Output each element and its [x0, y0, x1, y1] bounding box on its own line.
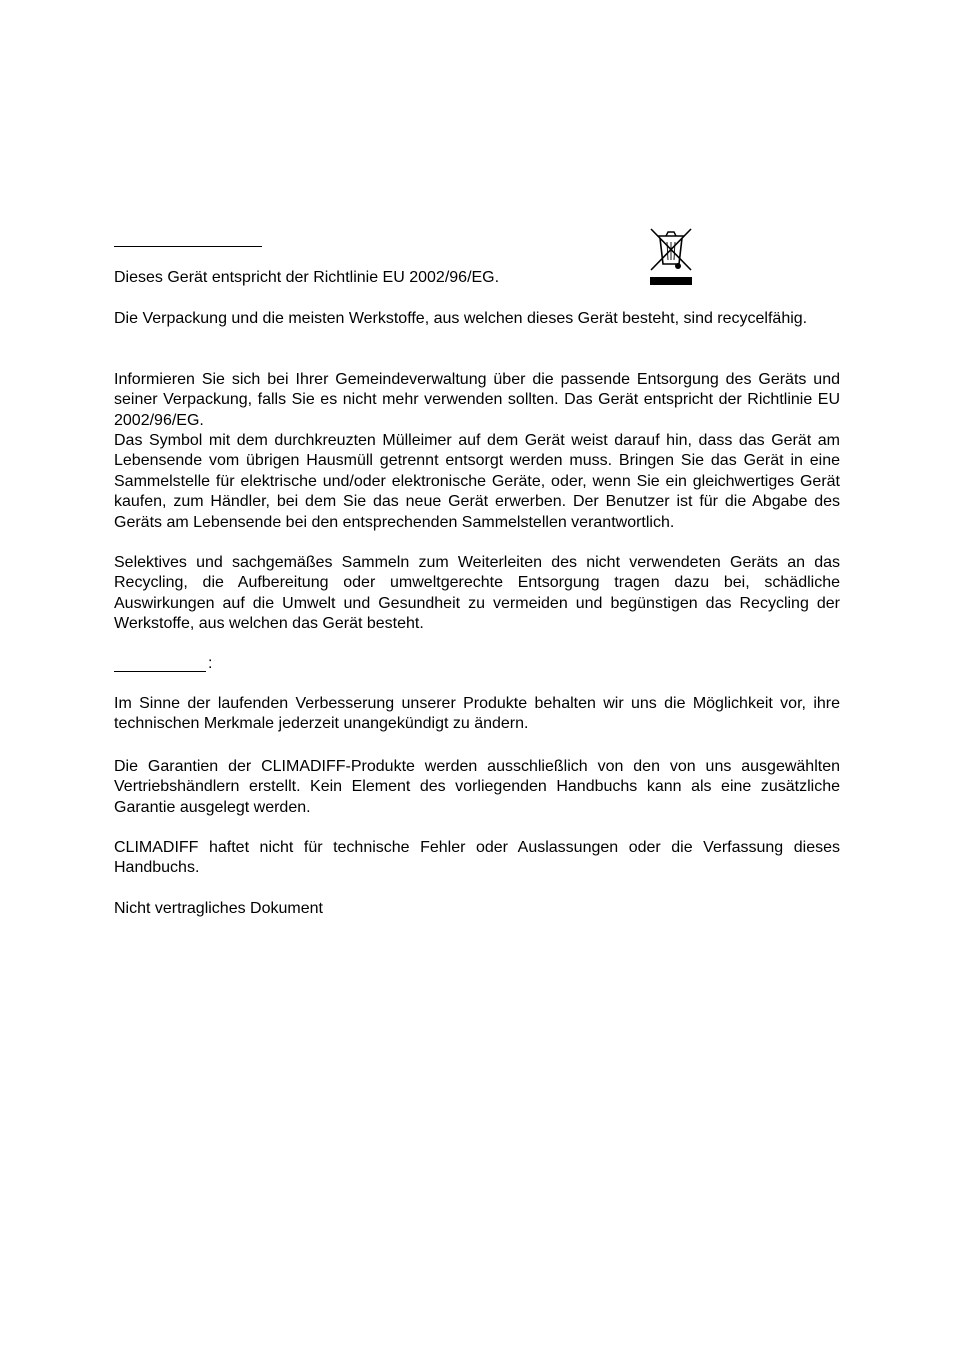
disclaimer-paragraph-warranty: Die Garantien der CLIMADIFF-Produkte werden ausschließlich von den von uns ausgewählten Vertriebshändlern erstellt. Kein Element des vorliegenden Handbuchs kann als eine zusätzliche Garantie ausgelegt werden. [114, 758, 840, 816]
environment-paragraph-packaging: Die Verpackung und die meisten Werkstoffe, aus welchen dieses Gerät besteht, sind recycelfähig. [114, 310, 808, 327]
disclaimer-paragraph-improvement: Im Sinne der laufenden Verbesserung unserer Produkte behalten wir uns die Möglichkeit vor, ihre technischen Merkmale jederzeit unangekündigt zu ändern. [114, 695, 840, 733]
disclaimer-heading-underline [114, 671, 206, 672]
disclaimer-heading-colon: : [208, 655, 213, 672]
environment-paragraph-bin-symbol: Das Symbol mit dem durchkreuzten Mülleimer auf dem Gerät weist darauf hin, dass das Gerät am Lebensende vom übrigen Hausmüll getrennt entsorgt werden muss. Bringen Sie das Gerät in eine Sammelstelle für elektrische und/oder elektronische Geräte, oder, wenn Sie ein gleichwertiges Gerät kaufen, zum Händler, bei dem Sie das neue Gerät erwerben. Der Benutzer ist für die Abgabe des Geräts am Lebensende bei den entsprechenden Sammelstellen verantwortlich. [114, 432, 840, 531]
disclaimer-paragraph-liability: CLIMADIFF haftet nicht für technische Fehler oder Auslassungen oder die Verfassung dieses Handbuchs. [114, 839, 840, 877]
environment-paragraph-directive: Dieses Gerät entspricht der Richtlinie EU 2002/96/EG. [114, 269, 500, 286]
environment-heading-underline [114, 246, 262, 247]
disclaimer-paragraph-non-contractual: Nicht vertragliches Dokument [114, 900, 323, 917]
disclaimer-heading [114, 654, 314, 676]
environment-paragraph-disposal-info: Informieren Sie sich bei Ihrer Gemeindeverwaltung über die passende Entsorgung des Geräts und seiner Verpackung, falls Sie es nicht mehr verwenden sollten. Das Gerät entspricht der Richtlinie EU 2002/96/EG. [114, 371, 840, 429]
environment-paragraph-selective-collection: Selektives und sachgemäßes Sammeln zum Weiterleiten des nicht verwendeten Geräts an das Recycling, die Aufbereitung oder umweltgerechte Entsorgung tragen dazu bei, schädliche Auswirkungen auf die Umwelt und Gesundheit zu vermeiden und begünstigen das Recycling der Werkstoffe, aus welchen das Gerät besteht. [114, 554, 840, 633]
